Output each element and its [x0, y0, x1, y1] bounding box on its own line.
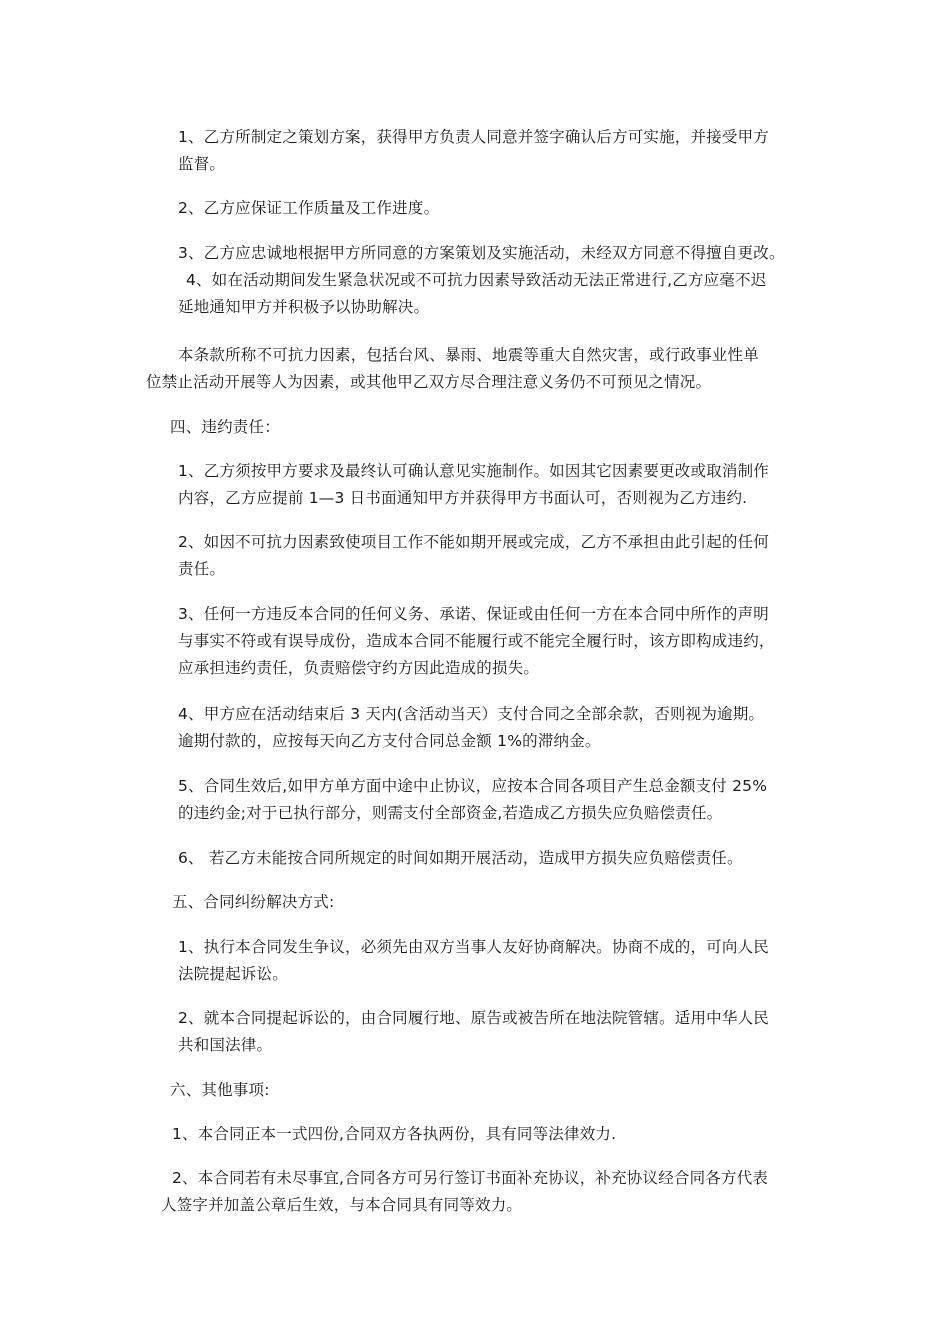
- section4-item6: 6、 若乙方未能按合同所规定的时间如期开展活动，造成甲方损失应负赔偿责任。: [178, 849, 743, 867]
- section4-item1-line1: 1、乙方须按甲方要求及最终认可确认意见实施制作。如因其它因素要更改或取消制作: [178, 462, 769, 480]
- section5-item1-line1: 1、执行本合同发生争议，必须先由双方当事人友好协商解决。协商不成的，可向人民: [178, 938, 769, 956]
- clause-b1-line2: 监督。: [178, 155, 226, 173]
- section6-item1: 1、本合同正本一式四份,合同双方各执两份，具有同等法律效力.: [172, 1125, 617, 1143]
- clause-b1-line1: 1、乙方所制定之策划方案，获得甲方负责人同意并签字确认后方可实施，并接受甲方: [178, 128, 769, 146]
- section6-item2-line1: 2、本合同若有未尽事宜,合同各方可另行签订书面补充协议，补充协议经合同各方代表: [172, 1169, 769, 1187]
- section4-item2-line1: 2、如因不可抗力因素致使项目工作不能如期开展或完成，乙方不承担由此引起的任何: [178, 533, 769, 551]
- section4-item2-line2: 责任。: [178, 560, 226, 578]
- section5-item2-line2: 共和国法律。: [178, 1036, 273, 1054]
- section4-heading: 四、违约责任：: [170, 418, 280, 436]
- section4-item4-line2: 逾期付款的，应按每天向乙方支付合同总金额 1%的滞纳金。: [178, 732, 601, 750]
- section5-item1-line2: 法院提起诉讼。: [178, 965, 288, 983]
- clause-b3: 3、乙方应忠诚地根据甲方所同意的方案策划及实施活动，未经双方同意不得擅自更改。: [178, 244, 785, 262]
- section4-item3-line2: 与事实不符或有误导成份，造成本合同不能履行或不能完全履行时，该方即构成违约，: [178, 632, 775, 650]
- section6-heading: 六、其他事项:: [170, 1081, 270, 1099]
- section6-item2-line2: 人签字并加盖公章后生效，与本合同具有同等效力。: [161, 1196, 523, 1214]
- section4-item5-line2: 的违约金;对于已执行部分，则需支付全部资金,若造成乙方损失应负赔偿责任。: [178, 804, 723, 822]
- section4-item1-line2: 内容，乙方应提前 1—3 日书面通知甲方并获得甲方书面认可，否则视为乙方违约.: [178, 489, 748, 507]
- clause-b4-line2: 延地通知甲方并积极予以协助解决。: [178, 298, 430, 316]
- section5-item2-line1: 2、就本合同提起诉讼的，由合同履行地、原告或被告所在地法院管辖。适用中华人民: [178, 1009, 769, 1027]
- section5-heading: 五、合同纠纷解决方式:: [172, 893, 335, 911]
- clause-b2: 2、乙方应保证工作质量及工作进度。: [178, 199, 440, 217]
- section4-item3-line1: 3、任何一方违反本合同的任何义务、承诺、保证或由任何一方在本合同中所作的声明: [178, 605, 769, 623]
- section4-item3-line3: 应承担违约责任，负责赔偿守约方因此造成的损失。: [178, 659, 540, 677]
- section4-item4-line1: 4、甲方应在活动结束后 3 天内(含活动当天）支付合同之全部余款，否则视为逾期。: [178, 705, 765, 723]
- force-majeure-line1: 本条款所称不可抗力因素，包括台风、暴雨、地震等重大自然灾害，或行政事业性单: [178, 346, 759, 364]
- force-majeure-line2: 位禁止活动开展等人为因素，或其他甲乙双方尽合理注意义务仍不可预见之情况。: [146, 373, 712, 391]
- section4-item5-line1: 5、合同生效后,如甲方单方面中途中止协议，应按本合同各项目产生总金额支付 25%: [178, 777, 768, 795]
- clause-b4-line1: 4、如在活动期间发生紧急状况或不可抗力因素导致活动无法正常进行,乙方应毫不迟: [186, 271, 767, 289]
